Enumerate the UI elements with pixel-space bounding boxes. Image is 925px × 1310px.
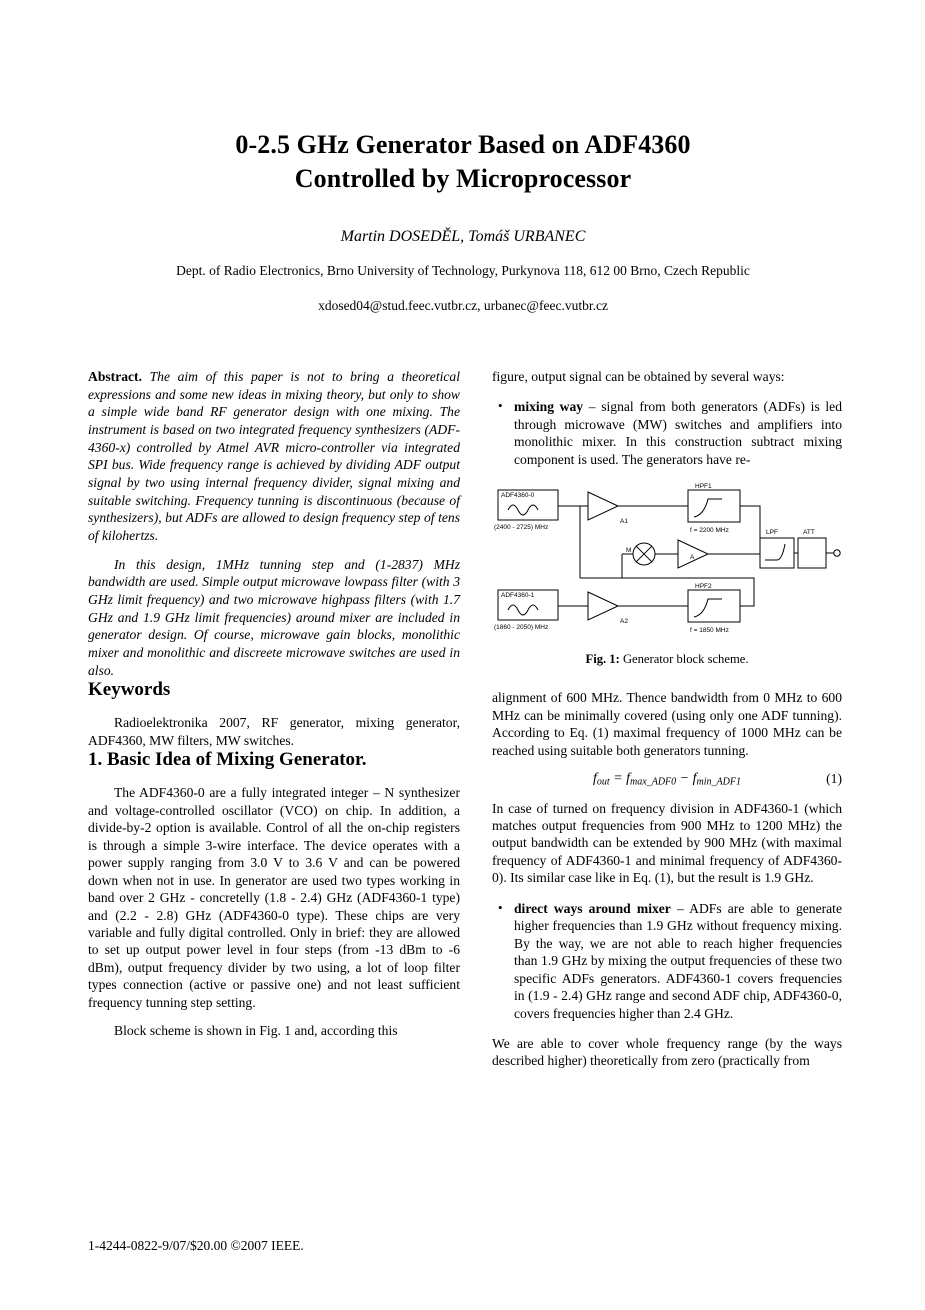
ways-list-2 <box>492 900 842 1022</box>
figure-label-adf1-range: (1860 - 2050) MHz <box>494 624 549 632</box>
equation-1-expression: $f_{out} = f_{max\_ADF0} - f_{min\_ADF1}$ <box>593 771 741 788</box>
figure-label-hpf1-freq: f = 2200 MHz <box>690 527 729 535</box>
title-line-1: 0-2.5 GHz Generator Based on ADF4360 <box>235 130 691 159</box>
right-column <box>492 368 842 1070</box>
equation-1-number: (1) <box>826 771 842 787</box>
bullet-1-label: mixing way <box>514 399 584 415</box>
figure-1 <box>492 482 842 667</box>
figure-label-adf1: ADF4360-1 <box>501 592 535 600</box>
figure-label-lpf: LPF <box>766 529 778 537</box>
figure-label-hpf1: HPF1 <box>695 483 712 491</box>
figure-1-caption-text: Generator block scheme. <box>619 652 749 667</box>
author-list: Martin DOSEDĚL, Tomáš URBANEC <box>340 228 586 245</box>
figure-label-adf0: ADF4360-0 <box>501 492 535 500</box>
paragraph-after-figure: alignment of 600 MHz. Thence bandwidth from 0 MHz to 600 MHz can be minimally covered (using only one ADF tunning). According to Eq. (1) maximal frequency of 1000 MHz can be reached using suitable both generators tunning. <box>492 690 842 758</box>
bullet-1-text: – signal from both generators (ADFs) is led through microwave (MW) switches and amplifiers into monolithic mixer. In this construction subtract mixing component is used. The generators have re- <box>514 399 843 467</box>
figure-label-att: ATT <box>803 529 815 537</box>
equation-1 <box>492 771 842 788</box>
ways-list <box>492 398 842 468</box>
figure-1-label: Fig. 1: <box>585 652 620 667</box>
figure-label-a2: A2 <box>620 618 628 626</box>
figure-label-hpf2: HPF2 <box>695 583 712 591</box>
page-title <box>88 128 838 197</box>
list-item-direct-ways <box>514 900 842 1022</box>
generator-block-scheme-diagram <box>492 482 842 642</box>
abstract-paragraph-2: In this design, 1MHz tunning step and (1-2837) MHz bandwidth are used. Simple output microwave lowpass filter (with 3 GHz limit frequency) and two microwave highpass filters (with 1.7 GHz and 1.9 GHz limit frequencies) around mixer are included in generator design. Of course, microwave gain blocks, monolithic mixer and monolithic and discreete microwave switches are used in also. <box>88 556 460 678</box>
figure-label-hpf2-freq: f = 1850 MHz <box>690 627 729 635</box>
right-last-paragraph: We are able to cover whole frequency range (by the ways described higher) theoretically from zero (practically from <box>492 1036 842 1069</box>
figure-label-adf0-range: (2400 - 2725) MHz <box>494 524 549 532</box>
bullet-2-text: – ADFs are able to generate higher frequencies than 1.9 GHz without frequency mixing. By the way, we are not able to reach higher frequencies than 1.9 GHz by mixing the output frequencies of these two specific ADFs generators. ADF4360-1 covers frequencies in (1.9 - 2.4) GHz range and second ADF chip, ADF4360-0, covers frequencies higher than 2.4 GHz. <box>514 900 842 1021</box>
section-1-heading: 1. Basic Idea of Mixing Generator. <box>88 749 367 771</box>
section-1-paragraph-1: The ADF4360-0 are a fully integrated integer – N synthesizer and voltage-controlled oscillator (VCO) on chip. In addition, a divide-by-2 option is available. Control of all the on-chip registers is through a simple 3-wire interface. The device operates with a power supply ranging from 3.0 V to 3.6 V and can be powered down when not in use. In generator are used two types working in band over 2 GHz - concretelly (1.8 - 2.4) GHz (ADF4360-1 type) and (2.2 - 2.8) GHz (ADF4360-0 type). These chips are very variable and fully digital controlled. Only in brief: they are allowed to set up output power level in four steps (from -13 dBm to -6 dBm), output frequency divider by two using, a lot of loop filter types connection (active or passive one) and not least sufficient frequency tunning step setting. <box>88 785 460 1010</box>
author-emails: xdosed04@stud.feec.vutbr.cz, urbanec@feec.vutbr.cz <box>318 298 608 313</box>
section-1-paragraph-2: Block scheme is shown in Fig. 1 and, according this <box>114 1023 398 1039</box>
title-line-2: Controlled by Microprocessor <box>294 164 632 194</box>
keywords-text: Radioelektronika 2007, RF generator, mixing generator, ADF4360, MW filters, MW switches. <box>88 715 460 748</box>
left-column <box>88 368 460 1040</box>
figure-label-a1: A1 <box>620 518 628 526</box>
right-lead-paragraph: figure, output signal can be obtained by several ways: <box>492 369 785 384</box>
list-item-mixing-way <box>514 398 842 468</box>
figure-1-caption <box>492 652 842 667</box>
bullet-2-label: direct ways around mixer <box>514 900 671 916</box>
abstract-label: Abstract. <box>88 369 142 384</box>
abstract-text: The aim of this paper is not to bring a theoretical expressions and some new ideas in mixing theory, but only to show a simple wide band RF generator design with one mixing. The instrument is based on two integrated frequency synthesizers (ADF-4360-x) controlled by Atmel AVR micro-controller via integrated SPI bus. Wide frequency range is achieved by dividing ADF output signal by two using internal frequency divider, signal mixing and suitable switching. Frequency tunning is discontinuous (because of synthesizers), but ADFs are allowed to design frequency step of tens of kilohertzs. <box>88 369 460 544</box>
copyright-footer: 1-4244-0822-9/07/$20.00 ©2007 IEEE. <box>88 1238 304 1253</box>
figure-label-mixer: M <box>626 547 632 555</box>
paragraph-after-equation: In case of turned on frequency division in ADF4360-1 (which matches output frequencies from 900 MHz to 1200 MHz) the output bandwidth can be extended by 900 MHz (with maximal frequency of ADF4360-1 and minimal frequency of ADF4360-0). Its similar case like in Eq. (1), but the result is 1.9 GHz. <box>492 800 842 886</box>
affiliation: Dept. of Radio Electronics, Brno University of Technology, Purkynova 118, 612 00 Brno, Czech Republic <box>176 263 750 278</box>
abstract-paragraph <box>88 368 460 545</box>
figure-label-a: A <box>690 554 695 562</box>
keywords-heading: Keywords <box>88 679 171 701</box>
